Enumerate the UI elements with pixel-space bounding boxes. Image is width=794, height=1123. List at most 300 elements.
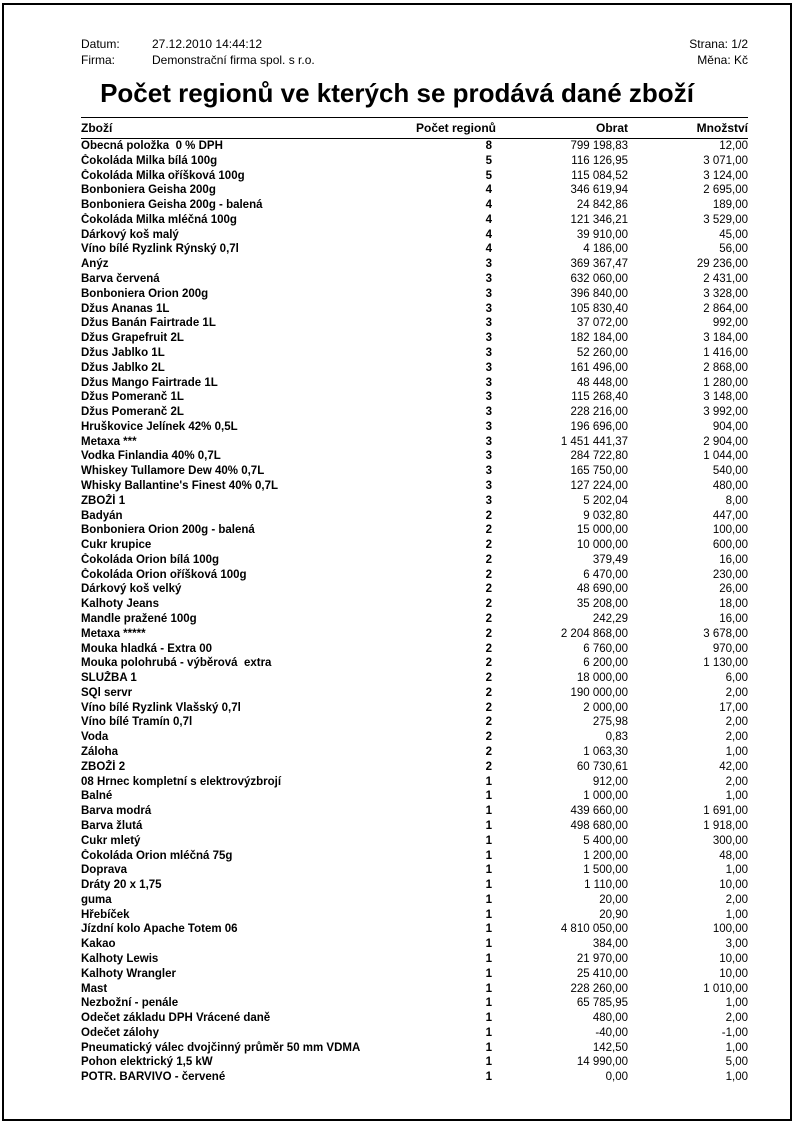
quantity: 1 010,00 xyxy=(703,982,748,995)
turnover: 39 910,00 xyxy=(576,228,628,241)
table-row xyxy=(81,612,748,627)
product-name: Cukr mletý xyxy=(81,834,141,847)
product-name: Kalhoty Wrangler xyxy=(81,967,176,980)
turnover: 439 660,00 xyxy=(570,805,628,818)
product-name: Kakao xyxy=(81,938,116,951)
table-row xyxy=(81,996,748,1011)
turnover: 127 224,00 xyxy=(570,479,628,492)
table-row xyxy=(81,568,748,583)
product-name: SLUŽBA 1 xyxy=(81,672,137,685)
product-name: Džus Banán Fairtrade 1L xyxy=(81,317,216,330)
turnover: 4 810 050,00 xyxy=(560,923,628,936)
quantity: 100,00 xyxy=(712,923,748,936)
turnover: 10 000,00 xyxy=(576,539,628,552)
quantity: 3 148,00 xyxy=(703,391,748,404)
table-row xyxy=(81,435,748,450)
quantity: 904,00 xyxy=(712,420,748,433)
turnover: 1 110,00 xyxy=(584,879,628,892)
turnover: 228 216,00 xyxy=(570,406,628,419)
table-row xyxy=(81,1070,748,1085)
table-row xyxy=(81,257,748,272)
quantity: 2,00 xyxy=(725,893,748,906)
region-count: 3 xyxy=(485,317,492,330)
quantity: 3,00 xyxy=(725,938,748,951)
table-row xyxy=(81,242,748,257)
quantity: 2 864,00 xyxy=(703,302,748,315)
product-name: Víno bílé Ryzlink Rýnský 0,7l xyxy=(81,243,239,256)
turnover: 384,00 xyxy=(592,938,628,951)
table-row xyxy=(81,1055,748,1070)
region-count: 1 xyxy=(485,834,492,847)
table-row xyxy=(81,686,748,701)
region-count: 2 xyxy=(485,746,492,759)
quantity: 2 431,00 xyxy=(703,273,748,286)
product-name: Dárkový koš malý xyxy=(81,228,179,241)
product-name: ZBOŽÍ 2 xyxy=(81,760,126,773)
turnover: 15 000,00 xyxy=(576,524,628,537)
table-header xyxy=(81,118,748,139)
turnover: 20,00 xyxy=(599,893,628,906)
table-row xyxy=(81,376,748,391)
region-count: 2 xyxy=(485,642,492,655)
region-count: 1 xyxy=(485,893,492,906)
quantity: 480,00 xyxy=(712,479,748,492)
table-body xyxy=(81,139,748,1086)
turnover: 275,98 xyxy=(592,716,628,729)
product-name: Pneumatický válec dvojčinný průměr 50 mm VDMA xyxy=(81,1041,361,1054)
table-row xyxy=(81,627,748,642)
product-name: Hřebíček xyxy=(81,908,130,921)
region-count: 3 xyxy=(485,435,492,448)
product-name: Metaxa *** xyxy=(81,435,137,448)
region-count: 1 xyxy=(485,1026,492,1039)
product-name: Džus Mango Fairtrade 1L xyxy=(81,376,218,389)
region-count: 3 xyxy=(485,302,492,315)
quantity: 447,00 xyxy=(712,509,748,522)
quantity: 10,00 xyxy=(719,879,748,892)
product-name: Čokoláda Milka oříšková 100g xyxy=(81,169,245,182)
turnover: 912,00 xyxy=(592,775,628,788)
region-count: 1 xyxy=(485,997,492,1010)
region-count: 2 xyxy=(485,598,492,611)
quantity: 3 992,00 xyxy=(703,406,748,419)
turnover: 396 840,00 xyxy=(570,287,628,300)
table-row xyxy=(81,390,748,405)
product-name: guma xyxy=(81,893,112,906)
region-count: 3 xyxy=(485,406,492,419)
turnover: 6 200,00 xyxy=(583,657,628,670)
product-name: SQl servr xyxy=(81,686,133,699)
product-name: Obecná položka 0 % DPH xyxy=(81,140,223,152)
quantity: 1 130,00 xyxy=(703,657,748,670)
page-number: Strana: 1/2 xyxy=(689,37,748,51)
region-count: 2 xyxy=(485,568,492,581)
quantity: 2,00 xyxy=(725,686,748,699)
table-row xyxy=(81,346,748,361)
product-name: Whiskey Tullamore Dew 40% 0,7L xyxy=(81,465,265,478)
region-count: 1 xyxy=(485,923,492,936)
company-value: Demonstrační firma spol. s r.o. xyxy=(152,53,315,67)
region-count: 1 xyxy=(485,1071,492,1084)
region-count: 5 xyxy=(485,169,492,182)
table-row xyxy=(81,523,748,538)
region-count: 3 xyxy=(485,450,492,463)
turnover: 2 000,00 xyxy=(583,701,628,714)
region-count: 1 xyxy=(485,864,492,877)
quantity: 1,00 xyxy=(725,908,748,921)
region-count: 3 xyxy=(485,346,492,359)
quantity: 1,00 xyxy=(725,1041,748,1054)
turnover: 52 260,00 xyxy=(576,346,628,359)
table-row xyxy=(81,169,748,184)
region-count: 4 xyxy=(485,184,492,197)
report-meta xyxy=(81,36,748,68)
date-label: Datum: xyxy=(81,37,120,51)
region-count: 1 xyxy=(485,967,492,980)
quantity: 1,00 xyxy=(725,746,748,759)
region-count: 2 xyxy=(485,657,492,670)
turnover: 480,00 xyxy=(592,1012,628,1025)
product-name: Mandle pražené 100g xyxy=(81,613,197,625)
turnover: 48 448,00 xyxy=(576,376,628,389)
table-row xyxy=(81,922,748,937)
quantity: 26,00 xyxy=(719,583,748,596)
turnover: 6 470,00 xyxy=(583,568,628,581)
turnover: 14 990,00 xyxy=(576,1056,628,1069)
product-name: Džus Ananas 1L xyxy=(81,302,170,315)
region-count: 2 xyxy=(485,627,492,640)
region-count: 2 xyxy=(485,672,492,685)
table-row xyxy=(81,420,748,435)
turnover: 60 730,61 xyxy=(576,760,628,773)
table-row xyxy=(81,597,748,612)
quantity: 42,00 xyxy=(719,760,748,773)
quantity: 3 124,00 xyxy=(703,169,748,182)
table-row xyxy=(81,671,748,686)
product-name: Barva modrá xyxy=(81,805,152,818)
turnover: 190 000,00 xyxy=(570,686,628,699)
product-name: Dráty 20 x 1,75 xyxy=(81,879,162,892)
table-row xyxy=(81,287,748,302)
quantity: 2,00 xyxy=(725,716,748,729)
turnover: 1 063,30 xyxy=(583,746,628,759)
product-name: Badyán xyxy=(81,509,123,522)
table-row xyxy=(81,908,748,923)
region-count: 3 xyxy=(485,494,492,507)
region-count: 3 xyxy=(485,420,492,433)
table-row xyxy=(81,302,748,317)
table-header-row xyxy=(81,118,748,139)
region-count: 1 xyxy=(485,1056,492,1069)
turnover: 1 200,00 xyxy=(583,849,628,862)
turnover: 21 970,00 xyxy=(576,952,628,965)
table-row xyxy=(81,1026,748,1041)
turnover: 5 202,04 xyxy=(583,494,628,507)
quantity: 16,00 xyxy=(719,613,748,625)
turnover: 35 208,00 xyxy=(576,598,628,611)
quantity: 189,00 xyxy=(712,199,748,212)
region-count: 4 xyxy=(485,228,492,241)
turnover: 121 346,21 xyxy=(570,213,628,226)
turnover: 25 410,00 xyxy=(576,967,628,980)
table-row xyxy=(81,198,748,213)
table-row xyxy=(81,775,748,790)
table-row xyxy=(81,449,748,464)
product-name: Mast xyxy=(81,982,108,995)
quantity: 100,00 xyxy=(712,524,748,537)
turnover: 799 198,83 xyxy=(570,140,628,152)
product-name: Vodka Finlandia 40% 0,7L xyxy=(81,450,221,463)
product-name: 08 Hrnec kompletní s elektrovýzbrojí xyxy=(81,775,282,788)
product-name: Bonboniera Geisha 200g xyxy=(81,184,216,197)
table-row xyxy=(81,952,748,967)
table-row xyxy=(81,316,748,331)
table-row xyxy=(81,745,748,760)
table-row xyxy=(81,183,748,198)
product-name: Čokoláda Orion oříšková 100g xyxy=(81,568,247,581)
region-count: 4 xyxy=(485,199,492,212)
quantity: 29 236,00 xyxy=(696,258,748,271)
turnover: 0,00 xyxy=(605,1071,628,1084)
product-name: Kalhoty Jeans xyxy=(81,598,159,611)
quantity: 3 071,00 xyxy=(703,154,748,167)
turnover: 105 830,40 xyxy=(570,302,628,315)
table-row xyxy=(81,878,748,893)
region-count: 1 xyxy=(485,775,492,788)
product-name: Odečet zálohy xyxy=(81,1026,159,1039)
turnover: 142,50 xyxy=(592,1041,628,1054)
turnover: 632 060,00 xyxy=(570,273,628,286)
product-name: Bonboniera Geisha 200g - balená xyxy=(81,199,263,212)
product-name: Pohon elektrický 1,5 kW xyxy=(81,1056,213,1069)
report-table xyxy=(81,117,748,1085)
quantity: 48,00 xyxy=(719,849,748,862)
table-row xyxy=(81,1011,748,1026)
turnover: 165 750,00 xyxy=(570,465,628,478)
product-name: Metaxa ***** xyxy=(81,627,146,640)
turnover: 2 204 868,00 xyxy=(560,627,628,640)
turnover: -40,00 xyxy=(595,1026,628,1039)
table-row xyxy=(81,361,748,376)
region-count: 2 xyxy=(485,731,492,744)
table-row xyxy=(81,715,748,730)
product-name: Odečet základu DPH Vrácené daně xyxy=(81,1012,271,1025)
product-name: Čokoláda Orion bílá 100g xyxy=(81,553,220,566)
turnover: 37 072,00 xyxy=(576,317,628,330)
quantity: 56,00 xyxy=(719,243,748,256)
table-row xyxy=(81,405,748,420)
column-header-region-count: Počet regionů xyxy=(416,118,492,139)
region-count: 1 xyxy=(485,819,492,832)
quantity: 992,00 xyxy=(712,317,748,330)
table-row xyxy=(81,1041,748,1056)
region-count: 3 xyxy=(485,287,492,300)
product-name: Voda xyxy=(81,731,109,744)
region-count: 1 xyxy=(485,805,492,818)
quantity: 1 691,00 xyxy=(703,805,748,818)
turnover: 116 126,95 xyxy=(571,154,628,167)
region-count: 1 xyxy=(485,982,492,995)
turnover: 18 000,00 xyxy=(576,672,628,685)
quantity: 540,00 xyxy=(712,465,748,478)
table-row xyxy=(81,937,748,952)
quantity: 2,00 xyxy=(725,775,748,788)
table-row xyxy=(81,272,748,287)
product-name: Barva červená xyxy=(81,273,160,286)
quantity: 600,00 xyxy=(712,539,748,552)
table-row xyxy=(81,509,748,524)
column-header-quantity: Množství xyxy=(628,118,748,139)
region-count: 2 xyxy=(485,760,492,773)
region-count: 2 xyxy=(485,509,492,522)
product-name: Víno bílé Ryzlink Vlašský 0,7l xyxy=(81,701,241,714)
region-count: 2 xyxy=(485,553,492,566)
region-count: 4 xyxy=(485,213,492,226)
region-count: 1 xyxy=(485,1012,492,1025)
quantity: 6,00 xyxy=(725,672,748,685)
region-count: 1 xyxy=(485,908,492,921)
product-name: Barva žlutá xyxy=(81,819,143,832)
table-row xyxy=(81,479,748,494)
turnover: 115 268,40 xyxy=(571,391,628,404)
product-name: Čokoláda Milka mléčná 100g xyxy=(81,213,237,226)
product-name: ZBOŽÍ 1 xyxy=(81,494,126,507)
region-count: 3 xyxy=(485,332,492,345)
quantity: 1,00 xyxy=(725,864,748,877)
meta-row-date xyxy=(81,36,748,52)
product-name: Džus Pomeranč 2L xyxy=(81,406,184,419)
quantity: 2,00 xyxy=(725,731,748,744)
product-name: Čokoláda Orion mléčná 75g xyxy=(81,849,233,862)
product-name: Doprava xyxy=(81,864,128,877)
table-row xyxy=(81,863,748,878)
product-name: Cukr krupice xyxy=(81,539,152,552)
table-row xyxy=(81,893,748,908)
quantity: 3 529,00 xyxy=(703,213,748,226)
region-count: 2 xyxy=(485,701,492,714)
turnover: 346 619,94 xyxy=(570,184,628,197)
quantity: 10,00 xyxy=(719,952,748,965)
turnover: 24 842,86 xyxy=(576,199,628,212)
turnover: 20,90 xyxy=(599,908,628,921)
product-name: Bonboniera Orion 200g - balená xyxy=(81,524,255,537)
table-row xyxy=(81,642,748,657)
quantity: 3 184,00 xyxy=(703,332,748,345)
product-name: Džus Jablko 2L xyxy=(81,361,165,374)
table-row xyxy=(81,967,748,982)
quantity: 2 868,00 xyxy=(703,361,748,374)
table-row xyxy=(81,494,748,509)
product-name: Džus Grapefruit 2L xyxy=(81,332,184,345)
product-name: Whisky Ballantine's Finest 40% 0,7L xyxy=(81,479,279,492)
product-name: Bonboniera Orion 200g xyxy=(81,287,209,300)
turnover: 182 184,00 xyxy=(570,332,628,345)
turnover: 161 496,00 xyxy=(570,361,628,374)
turnover: 4 186,00 xyxy=(583,243,628,256)
region-count: 1 xyxy=(485,849,492,862)
quantity: 1 416,00 xyxy=(703,346,748,359)
quantity: 17,00 xyxy=(719,701,748,714)
turnover: 6 760,00 xyxy=(583,642,628,655)
turnover: 1 000,00 xyxy=(583,790,628,803)
quantity: 45,00 xyxy=(719,228,748,241)
quantity: 16,00 xyxy=(719,553,748,566)
turnover: 498 680,00 xyxy=(570,819,628,832)
quantity: 12,00 xyxy=(719,140,748,152)
company-label: Firma: xyxy=(81,53,115,67)
product-name: Mouka polohrubá - výběrová extra xyxy=(81,657,272,670)
table-row xyxy=(81,464,748,479)
quantity: 10,00 xyxy=(719,967,748,980)
quantity: 18,00 xyxy=(719,598,748,611)
table-row xyxy=(81,656,748,671)
turnover: 242,29 xyxy=(592,613,628,625)
product-name: Anýz xyxy=(81,258,109,271)
region-count: 1 xyxy=(485,879,492,892)
table-row xyxy=(81,701,748,716)
product-name: Nezbožní - penále xyxy=(81,997,179,1010)
turnover: 369 367,47 xyxy=(570,258,628,271)
quantity: 2 904,00 xyxy=(703,435,748,448)
quantity: 1 044,00 xyxy=(703,450,748,463)
quantity: -1,00 xyxy=(721,1026,748,1039)
product-name: Balné xyxy=(81,790,113,803)
table-row xyxy=(81,819,748,834)
quantity: 2 695,00 xyxy=(703,184,748,197)
table-row xyxy=(81,213,748,228)
product-name: Kalhoty Lewis xyxy=(81,952,159,965)
quantity: 970,00 xyxy=(712,642,748,655)
turnover: 379,49 xyxy=(592,553,628,566)
region-count: 2 xyxy=(485,583,492,596)
product-name: Záloha xyxy=(81,746,119,759)
region-count: 2 xyxy=(485,539,492,552)
region-count: 1 xyxy=(485,952,492,965)
currency-value: Měna: Kč xyxy=(697,53,748,67)
product-name: Jízdní kolo Apache Totem 06 xyxy=(81,923,238,936)
table-row xyxy=(81,789,748,804)
table-row xyxy=(81,331,748,346)
turnover: 0,83 xyxy=(605,731,628,744)
region-count: 3 xyxy=(485,361,492,374)
turnover: 196 696,00 xyxy=(570,420,628,433)
table-row xyxy=(81,849,748,864)
product-name: Víno bílé Tramín 0,7l xyxy=(81,716,193,729)
turnover: 9 032,80 xyxy=(583,509,628,522)
quantity: 1 918,00 xyxy=(703,819,748,832)
region-count: 3 xyxy=(485,465,492,478)
turnover: 228 260,00 xyxy=(570,982,628,995)
region-count: 5 xyxy=(485,154,492,167)
region-count: 1 xyxy=(485,1041,492,1054)
region-count: 2 xyxy=(485,613,492,625)
table-row xyxy=(81,730,748,745)
turnover: 284 722,80 xyxy=(570,450,628,463)
quantity: 300,00 xyxy=(712,834,748,847)
quantity: 3 328,00 xyxy=(703,287,748,300)
table-row xyxy=(81,553,748,568)
product-name: Mouka hladká - Extra 00 xyxy=(81,642,213,655)
quantity: 1,00 xyxy=(725,790,748,803)
report-title: Počet regionů ve kterých se prodává dané zboží xyxy=(100,78,694,108)
region-count: 3 xyxy=(485,273,492,286)
region-count: 1 xyxy=(485,790,492,803)
quantity: 1 280,00 xyxy=(703,376,748,389)
region-count: 3 xyxy=(485,258,492,271)
turnover: 5 400,00 xyxy=(583,834,628,847)
turnover: 48 690,00 xyxy=(576,583,628,596)
quantity: 5,00 xyxy=(725,1056,748,1069)
